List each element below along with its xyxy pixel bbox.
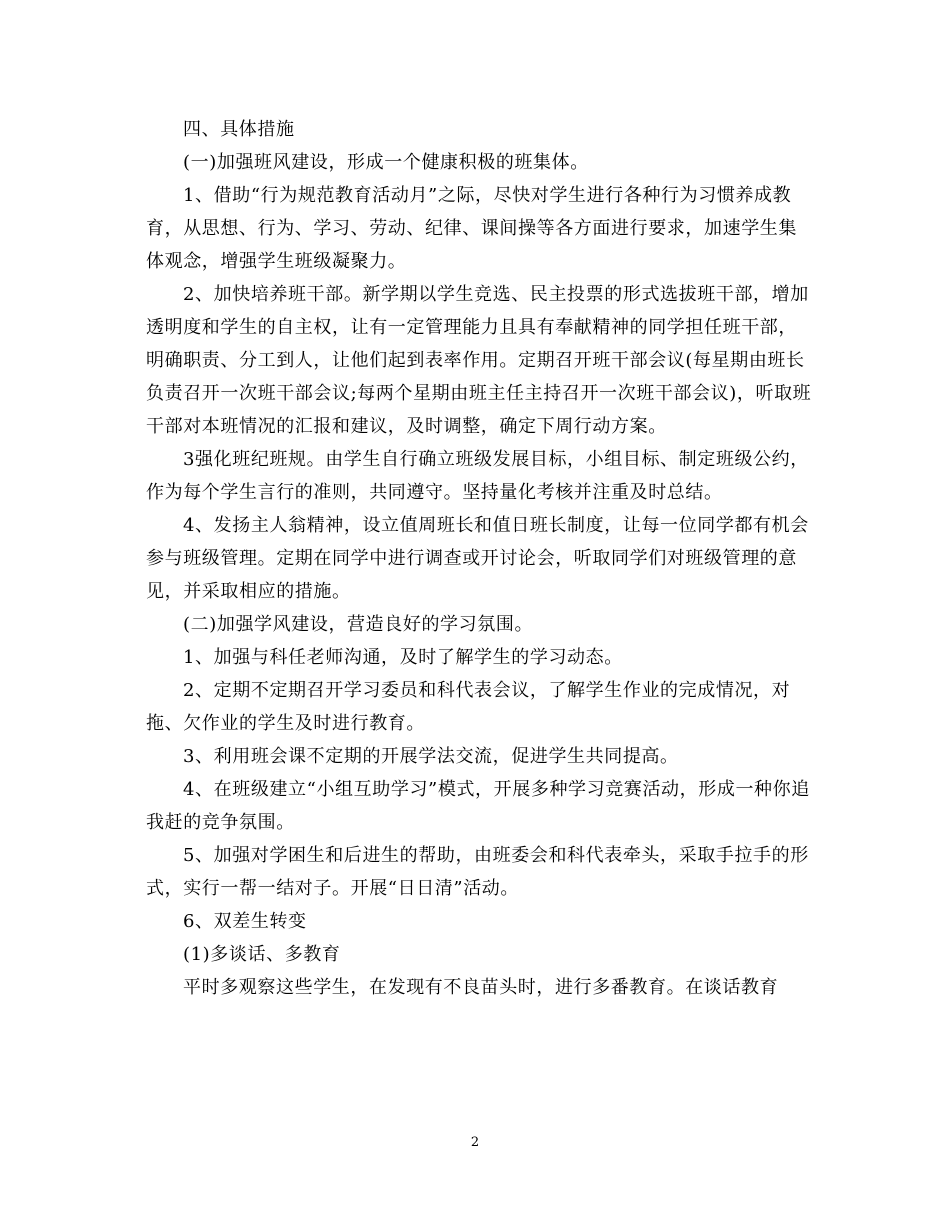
paragraph-continuation: 平时多观察这些学生，在发现有不良苗头时，进行多番教育。在谈话教育 (183, 977, 779, 998)
section-heading: 四、具体措施 (183, 119, 295, 140)
paragraph-study-item-4: 4、在班级建立“小组互助学习”模式，开展多种学习竞赛活动，形成一种你追我赶的竞争氛围。 (146, 779, 810, 833)
subsection-heading-class-style: (一)加强班风建设，形成一个健康积极的班集体。 (183, 152, 589, 173)
subsection-heading-study-style: (二)加强学风建设，营造良好的学习氛围。 (183, 614, 534, 635)
paragraph-study-item-3: 3、利用班会课不定期的开展学法交流，促进学生共同提高。 (183, 746, 679, 767)
paragraph-study-item-5: 5、加强对学困生和后进生的帮助，由班委会和科代表牵头，采取手拉手的形式，实行一帮一结对子。开展“日日清”活动。 (146, 845, 809, 899)
paragraph-item-1: 1、借助“行为规范教育活动月”之际，尽快对学生进行各种行为习惯养成教育，从思想、行为、学习、劳动、纪律、课间操等各方面进行要求，加速学生集体观念，增强学生班级凝聚力。 (146, 185, 797, 272)
paragraph-study-item-2: 2、定期不定期召开学习委员和科代表会议，了解学生作业的完成情况，对拖、欠作业的学生及时进行教育。 (146, 680, 791, 734)
paragraph-item-4: 4、发扬主人翁精神，设立值周班长和值日班长制度，让每一位同学都有机会参与班级管理。定期在同学中进行调查或开讨论会，听取同学们对班级管理的意见，并采取相应的措施。 (146, 515, 809, 602)
sub-item-heading: (1)多谈话、多教育 (183, 944, 341, 965)
document-body (146, 113, 812, 1004)
paragraph-study-item-1: 1、加强与科任老师沟通，及时了解学生的学习动态。 (183, 647, 623, 668)
paragraph-item-2: 2、加快培养班干部。新学期以学生竞选、民主投票的形式选拔班干部，增加透明度和学生的自主权，让有一定管理能力且具有奉献精神的同学担任班干部，明确职责、分工到人，让他们起到表率作用。定期召开班干部会议(每星期由班长负责召开一次班干部会议;每两个星期由班主任主持召开一次班干部会议)，听取班干部对本班情况的汇报和建议，及时调整，确定下周行动方案。 (146, 284, 812, 437)
page-number: 2 (470, 1135, 480, 1150)
paragraph-item-3: 3强化班纪班规。由学生自行确立班级发展目标，小组目标、制定班级公约，作为每个学生言行的准则，共同遵守。坚持量化考核并注重及时总结。 (146, 449, 809, 503)
paragraph-study-item-6: 6、双差生转变 (183, 911, 307, 932)
